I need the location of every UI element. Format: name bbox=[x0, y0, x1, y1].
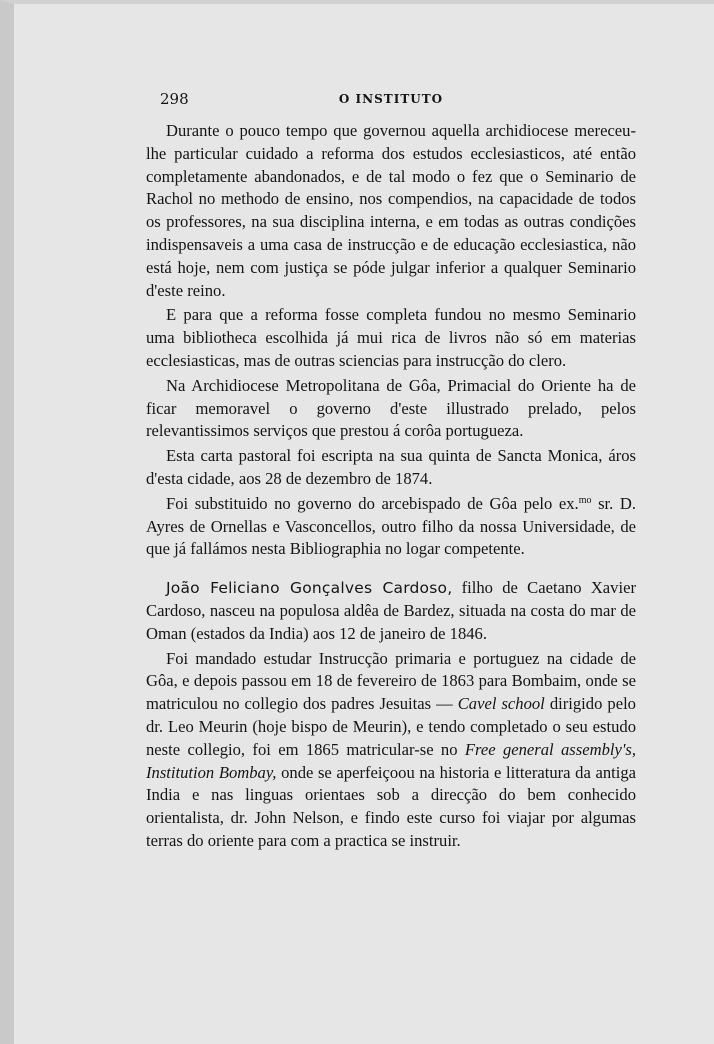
paragraph-library: E para que a reforma fosse completa fundou no mesmo Seminario uma bibliotheca escolhida já mui rica de livros não só em materias ecclesiasticas, mas de outras sciencias para instrucção do clero. bbox=[146, 305, 636, 370]
body-text bbox=[146, 120, 636, 853]
paragraph-pastoral-letter: Esta carta pastoral foi escripta na sua quinta de Sancta Monica, áros d'esta cidade, aos 28 de dezembro de 1874. bbox=[146, 446, 636, 488]
page-header bbox=[146, 90, 636, 114]
italic-cavel-school: Cavel school bbox=[457, 694, 545, 714]
entry-text: filho de Caetano Xavier Cardoso, nasceu na populosa aldêa de Bardez, situada na costa do mar de Oman (estados da India) aos 12 de janeiro de 1846. bbox=[146, 578, 636, 643]
paragraph-cardoso-entry bbox=[146, 577, 636, 645]
education-text-1: Foi mandado estudar Instrucção primaria e portuguez na cidade de Gôa, e depois passou em 18 de fevereiro de 1863 para Bombaim, onde se matriculou no collegio dos padres Jesuitas — bbox=[146, 648, 636, 714]
paragraph-successor bbox=[146, 493, 636, 561]
education-text-2: dirigido pelo dr. Leo Meurin (hoje bispo de Meurin), e tendo completado o seu estudo neste collegio, foi em 1865 matricular-se no bbox=[146, 694, 636, 759]
page-number: 298 bbox=[160, 90, 189, 108]
paragraph-seminary-reform: Durante o pouco tempo que governou aquella archidiocese mereceu-lhe particular cuidado a reforma dos estudos ecclesiasticos, até então completamente abandonados, e de tal modo o fez que o Seminario de Rachol no methodo de ensino, nos compendios, na capacidade de todos os professores, na sua disciplina interna, e em todas as outras condições indispensaveis a uma casa de instrucção e de educação ecclesiastica, não está hoje, nem com justiça se póde julgar inferior a qualquer Seminario d'este reino. bbox=[146, 121, 636, 300]
running-title: O INSTITUTO bbox=[338, 92, 444, 106]
italic-free-assembly: Free general assembly's, Institution Bombay, bbox=[146, 739, 636, 782]
education-text-3: onde se aperfeiçoou na historia e litteratura da antiga India e nas linguas orientaes sob a direcção do bem conhecido orientalista, dr. John Nelson, e findo este curso foi viajar por algumas terras do oriente para com a practica se instruir. bbox=[146, 762, 636, 850]
paragraph-education bbox=[146, 648, 636, 853]
superscript-mo: mo bbox=[578, 494, 592, 506]
entry-name: João Feliciano Gonçalves Cardoso, bbox=[166, 579, 453, 598]
successor-text-end: sr. D. Ayres de Ornellas e Vasconcellos, outro filho da nossa Universidade, de que já fallámos nesta Bibliographia no logar competente. bbox=[146, 493, 636, 559]
paragraph-archdiocese: Na Archidiocese Metropolitana de Gôa, Primacial do Oriente ha de ficar memoravel o governo d'este illustrado prelado, pelos relevantissimos serviços que prestou á corôa portugueza. bbox=[146, 375, 636, 441]
successor-text-start: Foi substituido no governo do arcebispado de Gôa pelo ex. bbox=[166, 493, 579, 513]
page-content bbox=[146, 90, 636, 855]
